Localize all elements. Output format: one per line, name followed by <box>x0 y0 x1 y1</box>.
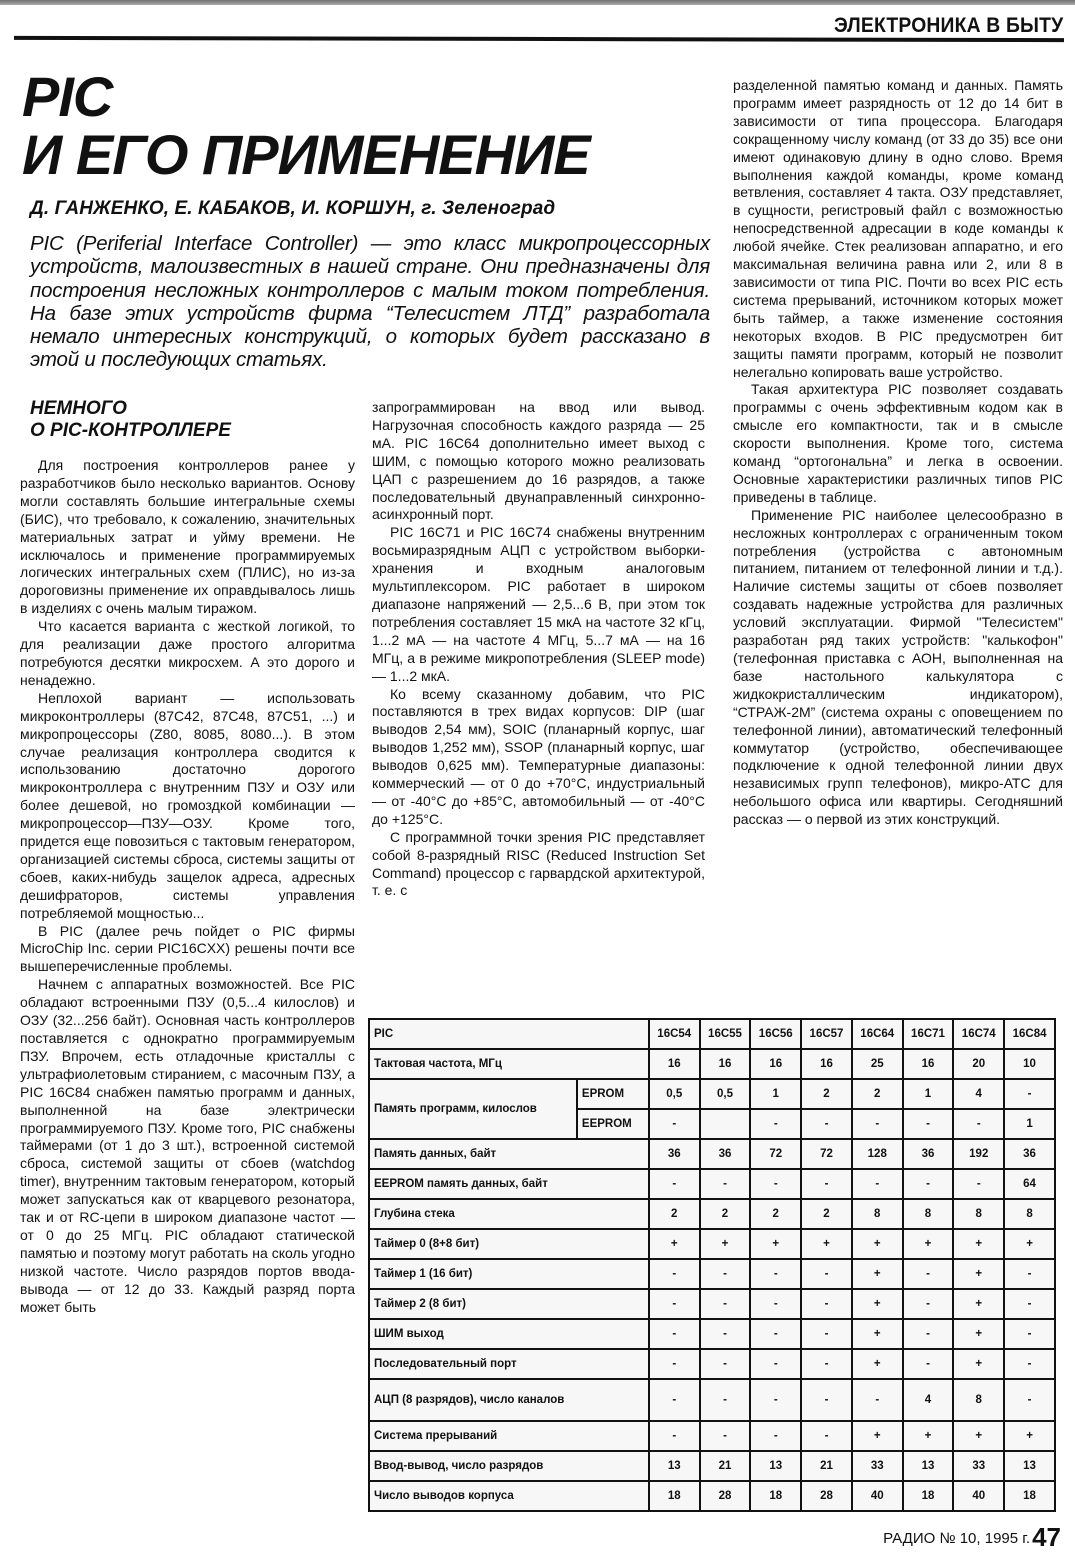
value-cell: 72 <box>801 1139 852 1169</box>
row-label: Таймер 2 (8 бит) <box>369 1289 649 1319</box>
value-cell: 36 <box>649 1139 700 1169</box>
paragraph: Для построения контроллеров ранее у разработчиков было несколько вариантов. Основу могли составлять большие интегральные схемы (БИС), что требовало, к сожалению, значительных материальных затрат и уйму времени. Не исключалось и применение программируемых логических интегральных схем (ПЛИС), но из-за дороговизны применение их оправдывалось лишь в изделиях с очень малым тиражом. <box>20 457 355 617</box>
table-row <box>369 1421 1055 1451</box>
value-cell: - <box>700 1319 751 1349</box>
table-row <box>369 1319 1055 1349</box>
value-cell: 2 <box>750 1199 801 1229</box>
row-label: Таймер 1 (16 бит) <box>369 1259 649 1289</box>
value-cell: - <box>750 1349 801 1379</box>
value-cell: - <box>649 1169 700 1199</box>
paragraph: Что касается варианта с жесткой логикой, то для реализации даже простого алгоритма потребуются десятки микросхем. А это дорого и ненадежно. <box>20 618 355 688</box>
row-label: ШИМ выход <box>369 1319 649 1349</box>
table-row <box>369 1169 1055 1199</box>
value-cell: + <box>953 1229 1004 1259</box>
paragraph: Применение PIC наиболее целесообразно в несложных контроллерах с ограниченным током потребления (устройства с автономным питанием, питанием от телефонной линии и т.д.). Наличие системы защиты от сбоев позволяет создавать надежные устройства для различных условий эксплуатации. Фирмой "Телесистем" разработан ряд таких устройств: "калькофон" (телефонная приставка с АОН, выполненная на базе настольного калькулятора с жидкокристаллическим индикатором), “СТРАЖ-2М” (система охраны с оповещением по телефонной линии), автоматический телефонный коммутатор (устройство, обеспечивающее подключение к одной телефонной линии двух независимых групп телефонов), микро-АТС для небольшого офиса или квартиры. Сегодняшний рассказ — о первой из этих конструкций. <box>733 506 1063 828</box>
value-cell: 2 <box>700 1199 751 1229</box>
value-cell: - <box>649 1109 700 1139</box>
value-cell: 25 <box>852 1049 903 1079</box>
model-header-cell: 16C71 <box>903 1019 954 1049</box>
table-row <box>369 1451 1055 1481</box>
value-cell: - <box>750 1289 801 1319</box>
value-cell: 18 <box>1004 1481 1055 1511</box>
value-cell: - <box>1004 1259 1055 1289</box>
value-cell: - <box>953 1169 1004 1199</box>
value-cell: - <box>801 1379 852 1421</box>
value-cell: - <box>649 1349 700 1379</box>
value-cell: 21 <box>801 1451 852 1481</box>
model-header-cell: 16C56 <box>750 1019 801 1049</box>
value-cell: 1 <box>903 1079 954 1109</box>
value-cell: 10 <box>1004 1049 1055 1079</box>
value-cell: - <box>750 1319 801 1349</box>
row-label: EEPROM <box>577 1109 649 1139</box>
row-label: Число выводов корпуса <box>369 1481 649 1511</box>
article-title <box>22 65 590 186</box>
value-cell: - <box>1004 1349 1055 1379</box>
value-cell: + <box>953 1319 1004 1349</box>
value-cell: - <box>801 1319 852 1349</box>
paragraph: Неплохой вариант — использовать микроконтроллеры (87C42, 87C48, 87C51, ...) и микропроцессоры (Z80, 8085, 8080...). В этом случае реализация контроллера сводится к использованию достаточно дорогого микроконтроллера с внутренним ПЗУ и ОЗУ или более дешевой, но громоздкой комбинации — микропроцессор—ПЗУ—ОЗУ. Кроме того, придется еще повозиться с тактовым генератором, организацией системы сброса, системы защиты от сбоев, каких-нибудь защелок адреса, адресных дешифраторов, системы управления потребляемой мощностью... <box>20 689 355 921</box>
value-cell: - <box>801 1349 852 1379</box>
paragraph: разделенной памятью команд и данных. Память программ имеет разрядность от 12 до 14 бит в зависимости от типа процессора. Благодаря сокращенному числу команд (от 33 до 35) все они имеют одинаковую длину в одно слово. Время выполнения каждой команды, кроме команд ветвления, составляет 4 такта. ОЗУ представляет, в сущности, регистровый файл с возможностью непосредственной адресации в коде команды к любой ячейке. Стек реализован аппаратно, и его максимальная величина равна или 2, или 8 в зависимости от типа PIC. Почти во всех PIC есть система прерываний, источником которых может быть таймер, а также изменение состояния некоторых входов. В PIC предусмотрен бит защиты памяти программ, который не позволит нелегально копировать ваше устройство. <box>733 77 1063 380</box>
paragraph: Такая архитектура PIC позволяет создавать программы с очень эффективным кодом как в смысле его компактности, так и в смысле скорости выполнения. Кроме того, система команд “ортогональна” и легка в освоении. Основные характеристики различных типов PIC приведены в таблице. <box>733 381 1063 505</box>
value-cell: + <box>700 1229 751 1259</box>
value-cell: + <box>852 1229 903 1259</box>
value-cell: - <box>953 1109 1004 1139</box>
table-row <box>369 1079 1055 1109</box>
value-cell: + <box>649 1229 700 1259</box>
value-cell: - <box>903 1259 954 1289</box>
value-cell: 33 <box>953 1451 1004 1481</box>
value-cell: 18 <box>750 1481 801 1511</box>
value-cell: - <box>801 1421 852 1451</box>
value-cell: 16 <box>700 1049 751 1079</box>
paragraph: В PIC (далее речь пойдет о PIC фирмы MicroChip Inc. серии PIC16CXX) решены почти все вышеперечисленные проблемы. <box>20 922 355 975</box>
value-cell: 2 <box>649 1199 700 1229</box>
value-cell: - <box>649 1379 700 1421</box>
value-cell: - <box>700 1169 751 1199</box>
value-cell: 20 <box>953 1049 1004 1079</box>
value-cell: - <box>903 1289 954 1319</box>
section-rubric: ЭЛЕКТРОНИКА В БЫТУ <box>833 14 1063 37</box>
value-cell: 16 <box>649 1049 700 1079</box>
row-label: Ввод-вывод, число разрядов <box>369 1451 649 1481</box>
row-label: Последовательный порт <box>369 1349 649 1379</box>
value-cell: - <box>700 1421 751 1451</box>
value-cell: - <box>801 1259 852 1289</box>
value-cell: - <box>649 1421 700 1451</box>
value-cell: - <box>649 1259 700 1289</box>
value-cell: + <box>852 1259 903 1289</box>
table-row <box>369 1379 1055 1421</box>
paragraph: PIC 16C71 и PIC 16C74 снабжены внутренним восьмиразрядным АЦП с устройством выборки-хранения и входным аналоговым мультиплексором. PIC работает в широком диапазоне напряжений — 2,5...6 В, при этом ток потребления составляет 15 мкА на частоте 32 кГц, 1...2 мА — на частоте 4 МГц, 5...7 мА — на 16 МГц, а в режиме микропотребления (SLEEP mode) — 1...2 мкА. <box>372 524 705 684</box>
value-cell: 0,5 <box>649 1079 700 1109</box>
value-cell: 2 <box>852 1079 903 1109</box>
value-cell: + <box>852 1289 903 1319</box>
value-cell: - <box>649 1319 700 1349</box>
value-cell: - <box>700 1289 751 1319</box>
value-cell: 16 <box>750 1049 801 1079</box>
program-memory-label: Память программ, килослов <box>369 1079 577 1139</box>
title-line-1: PIC <box>22 65 113 128</box>
value-cell: - <box>700 1379 751 1421</box>
value-cell: + <box>953 1289 1004 1319</box>
value-cell: 8 <box>903 1199 954 1229</box>
value-cell: 28 <box>700 1481 751 1511</box>
row-label: EEPROM память данных, байт <box>369 1169 649 1199</box>
value-cell: + <box>750 1229 801 1259</box>
value-cell: 192 <box>953 1139 1004 1169</box>
row-label: Память данных, байт <box>369 1139 649 1169</box>
page-number: 47 <box>1032 1522 1061 1552</box>
value-cell: - <box>750 1379 801 1421</box>
value-cell: + <box>953 1349 1004 1379</box>
table-row <box>369 1229 1055 1259</box>
value-cell: + <box>953 1421 1004 1451</box>
value-cell: 33 <box>852 1451 903 1481</box>
value-cell: 1 <box>1004 1109 1055 1139</box>
value-cell: + <box>801 1229 852 1259</box>
value-cell: - <box>750 1421 801 1451</box>
value-cell: 4 <box>953 1079 1004 1109</box>
value-cell: 36 <box>700 1139 751 1169</box>
value-cell: 21 <box>700 1451 751 1481</box>
value-cell: - <box>1004 1079 1055 1109</box>
page-top-edge <box>0 0 1075 5</box>
header-label-cell: PIC <box>369 1019 649 1049</box>
value-cell: + <box>852 1319 903 1349</box>
text-column-2 <box>372 399 705 900</box>
table-row <box>369 1139 1055 1169</box>
value-cell: - <box>750 1259 801 1289</box>
value-cell: - <box>852 1169 903 1199</box>
value-cell: 2 <box>801 1079 852 1109</box>
value-cell: - <box>903 1319 954 1349</box>
model-header-cell: 16C74 <box>953 1019 1004 1049</box>
table-row <box>369 1199 1055 1229</box>
text-column-1 <box>20 457 355 1317</box>
value-cell: - <box>700 1349 751 1379</box>
value-cell: - <box>750 1109 801 1139</box>
value-cell: - <box>1004 1319 1055 1349</box>
value-cell: - <box>649 1289 700 1319</box>
value-cell: 28 <box>801 1481 852 1511</box>
model-header-cell: 16C55 <box>700 1019 751 1049</box>
value-cell: + <box>1004 1421 1055 1451</box>
model-header-cell: 16C64 <box>852 1019 903 1049</box>
value-cell: + <box>1004 1229 1055 1259</box>
value-cell: 13 <box>1004 1451 1055 1481</box>
paragraph: запрограммирован на ввод или вывод. Нагрузочная способность каждого разряда — 25 мА. PIC 16C64 дополнительно имеет выход с ШИМ, с помощью которого можно реализовать ЦАП с разрешением до 16 разрядов, а также последовательный двунаправленный синхронно-асинхронный порт. <box>372 399 705 523</box>
table-row <box>369 1049 1055 1079</box>
title-line-2: И ЕГО ПРИМЕНЕНИЕ <box>22 123 590 186</box>
row-label: АЦП (8 разрядов), число каналов <box>369 1379 649 1421</box>
table-row <box>369 1349 1055 1379</box>
model-header-cell: 16C54 <box>649 1019 700 1049</box>
row-label: Тактовая частота, МГц <box>369 1049 649 1079</box>
table-row <box>369 1289 1055 1319</box>
value-cell: 2 <box>801 1199 852 1229</box>
value-cell: - <box>801 1289 852 1319</box>
value-cell: + <box>903 1229 954 1259</box>
page-footer <box>883 1522 1061 1553</box>
model-header-cell: 16C57 <box>801 1019 852 1049</box>
paragraph: Ко всему сказанному добавим, что PIC поставляются в трех видах корпусов: DIP (шаг выводов 2,54 мм), SOIC (планарный корпус, шаг выводов 1,252 мм), SSOP (планарный корпус, шаг выводов 0,625 мм). Температурные диапазоны: коммерческий — от 0 до +70°С, индустриальный — от -40°С до +85°С, автомобильный — от -40°С до +125°С. <box>372 685 705 827</box>
value-cell: + <box>903 1421 954 1451</box>
subheading-line-1: НЕМНОГО <box>30 398 127 419</box>
row-label: Таймер 0 (8+8 бит) <box>369 1229 649 1259</box>
value-cell: 13 <box>750 1451 801 1481</box>
value-cell: 16 <box>903 1049 954 1079</box>
value-cell: - <box>903 1109 954 1139</box>
value-cell: 36 <box>1004 1139 1055 1169</box>
value-cell: + <box>852 1421 903 1451</box>
value-cell: 72 <box>750 1139 801 1169</box>
value-cell: 18 <box>649 1481 700 1511</box>
value-cell <box>700 1109 751 1139</box>
value-cell: + <box>953 1259 1004 1289</box>
table-header-row <box>369 1019 1055 1049</box>
value-cell: 8 <box>852 1199 903 1229</box>
pic-specs-table <box>368 1018 1056 1512</box>
row-label: Глубина стека <box>369 1199 649 1229</box>
value-cell: - <box>1004 1289 1055 1319</box>
value-cell: - <box>801 1109 852 1139</box>
value-cell: 8 <box>953 1199 1004 1229</box>
value-cell: 0,5 <box>700 1079 751 1109</box>
value-cell: - <box>750 1169 801 1199</box>
value-cell: - <box>903 1169 954 1199</box>
value-cell: 40 <box>953 1481 1004 1511</box>
value-cell: 16 <box>801 1049 852 1079</box>
paragraph: Начнем с аппаратных возможностей. Все PIC обладают встроенными ПЗУ (0,5...4 килослов) и ОЗУ (32...256 байт). Основная часть контроллеров поставляется с однократно программируемым ПЗУ. Впрочем, есть отладочные кристаллы с ультрафиолетовым стиранием, с масочным ПЗУ, а PIC 16C84 снабжен памятью программ и данных, выполненной на базе электрически программируемого ПЗУ. Кроме того, PIC снабжены таймерами (от 1 до 3 шт.), встроенной системой сброса, системой защиты от сбоев (watchdog timer), внутренним тактовым генератором, который может запускаться как от кварцевого резонатора, так и от RC-цепи в широком диапазоне частот — от 0 до 25 МГц. PIC обладают статической памятью и поэтому могут работать на сколь угодно низкой частоте. Число разрядов портов ввода-вывода — от 12 до 33. Каждый разряд порта может быть <box>20 976 355 1315</box>
value-cell: - <box>700 1259 751 1289</box>
issue-info: РАДИО № 10, 1995 г. <box>883 1530 1031 1547</box>
value-cell: 64 <box>1004 1169 1055 1199</box>
article-lead: PIC (Periferial Interface Controller) — это класс микропроцессорных устройств, малоизвестных в нашей стране. Они предназначены для построения несложных контроллеров с малым током потребления. На базе этих устройств фирма “Телесистем ЛТД” разработала немало интересных конструкций, о которых будет рассказано в этой и последующих статьях. <box>30 232 710 372</box>
rubric-divider <box>14 36 1064 42</box>
value-cell: 18 <box>903 1481 954 1511</box>
value-cell: 8 <box>953 1379 1004 1421</box>
section-subheading <box>30 398 231 442</box>
table-row <box>369 1481 1055 1511</box>
row-label: EPROM <box>577 1079 649 1109</box>
value-cell: 1 <box>750 1079 801 1109</box>
value-cell: - <box>852 1109 903 1139</box>
text-column-3 <box>733 77 1063 829</box>
value-cell: 4 <box>903 1379 954 1421</box>
value-cell: + <box>852 1349 903 1379</box>
value-cell: 13 <box>649 1451 700 1481</box>
row-label: Система прерываний <box>369 1421 649 1451</box>
value-cell: - <box>852 1379 903 1421</box>
article-authors: Д. ГАНЖЕНКО, Е. КАБАКОВ, И. КОРШУН, г. Зеленоград <box>30 198 556 219</box>
value-cell: - <box>801 1169 852 1199</box>
value-cell: 40 <box>852 1481 903 1511</box>
value-cell: - <box>1004 1379 1055 1421</box>
table-row <box>369 1259 1055 1289</box>
value-cell: 36 <box>903 1139 954 1169</box>
value-cell: 8 <box>1004 1199 1055 1229</box>
model-header-cell: 16C84 <box>1004 1019 1055 1049</box>
value-cell: 128 <box>852 1139 903 1169</box>
paragraph: С программной точки зрения PIC представляет собой 8-разрядный RISC (Reduced Instruction Set Command) процессор с гарвардской архитектурой, т. е. с <box>372 828 705 899</box>
subheading-line-2: О PIC-КОНТРОЛЛЕРЕ <box>30 420 231 441</box>
value-cell: 13 <box>903 1451 954 1481</box>
value-cell: - <box>903 1349 954 1379</box>
